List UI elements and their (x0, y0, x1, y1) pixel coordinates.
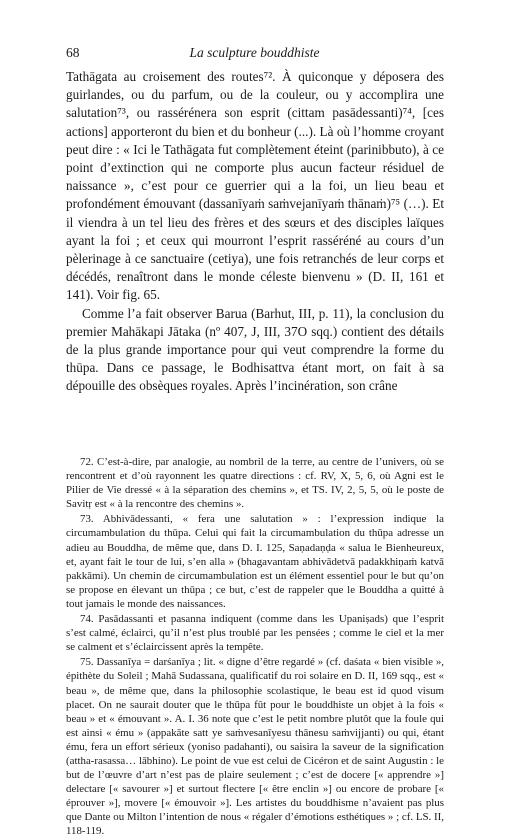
footnote-74: 74. Pasādassanti et pasanna indiquent (comme dans les Upaniṣads) que l’esprit s’est calmé, éclairci, qu’il n’est plus troublé par les pensées ; comme le ciel et la mer se calment et s’éclaircissent après la tempête. (66, 613, 444, 654)
footnote-73: 73. Abhivādessanti, « fera une salutation » : l’expression indique la circumambulation du thūpa. Celui qui fait la circumambulation du thūpa adresse un adieu au Bouddha, de même que, dans D. I. 125, Saṇadaṇḍa « salua le Bienheureux, et, ayant fait le tour de lui, s’en alla » (bhagavantam abhivādetvā padakkhiṇaṁ katvā pakkāmi). Un chemin de circumambulation est un élément essentiel pour le but qu’on se propose en élevant un thūpa ; ce but, c’est de rappeler que le Bouddha a quitté à tout jamais le monde des naissances. (66, 513, 444, 610)
footnote-72: 72. C’est-à-dire, par analogie, au nombril de la terre, au centre de l’univers, où se rencontrent et d’où rayonnent les quatre directions : cf. RV, X, 5, 6, où Agni est le Pilier de Vie dressé « à la séparation des chemins », et TS. IV, 2, 5, 5, où le poste de Savitṛ est « à la rencontre des chemins ». (66, 456, 444, 511)
main-text (66, 68, 444, 396)
page-number: 68 (66, 45, 80, 60)
footnote-75: 75. Dassanīya = darśanīya ; lit. « digne d’être regardé » (cf. daśata « bien visible », épithète du Soleil ; Mahā Sudassana, qualificatif du roi solaire en D. II, 169 sqq., est « beau », de même que, dans la philosophie scolastique, le beau est id quod visum placet. On ne saurait douter que le thūpa fût pour le bouddhiste un objet à la fois « beau » et « émouvant ». A. I. 36 note que c’est le petit nombre plutôt que la foule qui est ainsi « ému » (appakāte satt ye saṁvesanīyesu thānesu saṁvijjanti) ou qui, étant ému, fera un effort sérieux (yoniso padahanti), ou saisira la saveur de la signification (attha-rasassa… lābhino). Le point de vue est celui de Cicéron et de saint Augustin : le but de l’œuvre d’art n’est pas de plaire seulement ; c’est de docere [« apprendre »] delectare [« savourer »] et surtout flectere [« être enclin »] ou encore de probare [« éprouver »], movere [« émouvoir »]. Les artistes du bouddhisme n’avaient pas plus que Dante ou Milton l’intention de nous « régaler d’émotions esthétiques » ; cf. LS. II, 118-119. (66, 656, 444, 838)
running-title: La sculpture bouddhiste (189, 45, 320, 60)
paragraph: Comme l’a fait observer Barua (Barhut, III, p. 11), la conclusion du premier Mahākapi Jātaka (nº 407, J, III, 37O sqq.) contient des détails de la plus grande importance pour qui veut comprendre la forme du thūpa. Dans ce passage, le Bodhisattva étant mort, on fait à sa dépouille des obsèques royales. Après l’incinération, son crâne (66, 305, 444, 394)
footnotes (66, 455, 444, 840)
page-header (66, 45, 443, 63)
paragraph: Tathāgata au croisement des routes⁷². À quiconque y déposera des guirlandes, ou du parfum, ou de la couleur, ou y accomplira une salutation⁷³, ou rassérénera son esprit (cittam pasādessanti)⁷⁴, [ces actions] apporteront du bien et du bonheur (...). Là où l’homme croyant peut dire : « Ici le Tathāgata fut complètement éteint (parinibbuto), à ce point d’extinction qui ne comporte plus aucun facteur résiduel de naissance », c’est pour ce guerrier qui a la foi, un lieu beau et profondément émouvant (dassanīyaṁ saṁvejanīyaṁ thānaṁ)⁷⁵ (…). Et il viendra à un tel lieu des frères et des sœurs et des disciples laïques ayant la foi ; et ceux qui mourront l’esprit rasséréné au cours d’un pèlerinage à ce sanctuaire (cetiya), une fois retranchés de leur corps et décédés, renaîtront dans le monde céleste bienvenu » (D. II, 161 et 141). Voir fig. 65. (66, 69, 444, 303)
